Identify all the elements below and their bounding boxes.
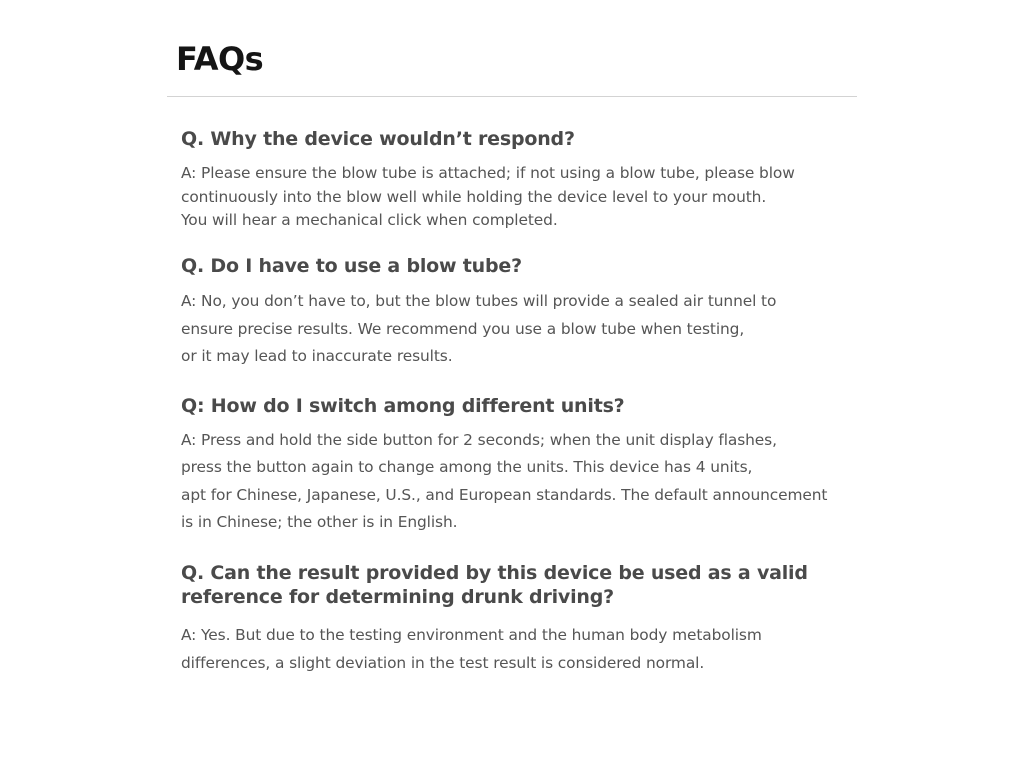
faq-answer-2-line-2: ensure precise results. We recommend you use a blow tube when testing,	[181, 319, 745, 338]
faq-question-4-line-2: reference for determining drunk driving?	[181, 586, 614, 608]
faq-answer-3-line-4: is in Chinese; the other is in English.	[181, 512, 458, 531]
faq-item-3	[181, 394, 851, 536]
faq-answer-3-line-2: press the button again to change among the units. This device has 4 units,	[181, 458, 753, 477]
faq-question-1: Q. Why the device wouldn’t respond?	[181, 128, 575, 150]
faq-answer-2-line-3: or it may lead to inaccurate results.	[181, 347, 453, 365]
faq-answer-2	[181, 288, 851, 371]
faq-question-4	[181, 561, 851, 609]
faq-answer-1-line-1: A: Please ensure the blow tube is attached; if not using a blow tube, please blow	[181, 164, 795, 182]
faq-answer-4-line-2: differences, a slight deviation in the test result is considered normal.	[181, 653, 705, 672]
faq-answer-1	[181, 162, 851, 233]
faq-question-2: Q. Do I have to use a blow tube?	[181, 255, 522, 277]
faq-item-2	[181, 254, 851, 371]
faq-answer-4	[181, 622, 851, 677]
faq-answer-3-line-1: A: Press and hold the side button for 2 seconds; when the unit display flashes,	[181, 431, 777, 449]
faq-item-4	[181, 561, 851, 677]
faq-question-3: Q: How do I switch among different units?	[181, 395, 625, 417]
faq-answer-4-line-1: A: Yes. But due to the testing environment and the human body metabolism	[181, 626, 762, 644]
title-divider	[167, 96, 857, 97]
faq-answer-1-line-3: You will hear a mechanical click when completed.	[181, 211, 558, 229]
faq-answer-3	[181, 427, 851, 536]
faq-item-1	[181, 127, 851, 233]
faq-question-4-line-1: Q. Can the result provided by this device be used as a valid	[181, 562, 808, 584]
faq-answer-1-line-2: continuously into the blow well while holding the device level to your mouth.	[181, 187, 767, 206]
faq-answer-2-line-1: A: No, you don’t have to, but the blow tubes will provide a sealed air tunnel to	[181, 292, 777, 310]
faq-answer-3-line-3: apt for Chinese, Japanese, U.S., and European standards. The default announcement	[181, 485, 828, 504]
page-title: FAQs	[176, 40, 264, 78]
